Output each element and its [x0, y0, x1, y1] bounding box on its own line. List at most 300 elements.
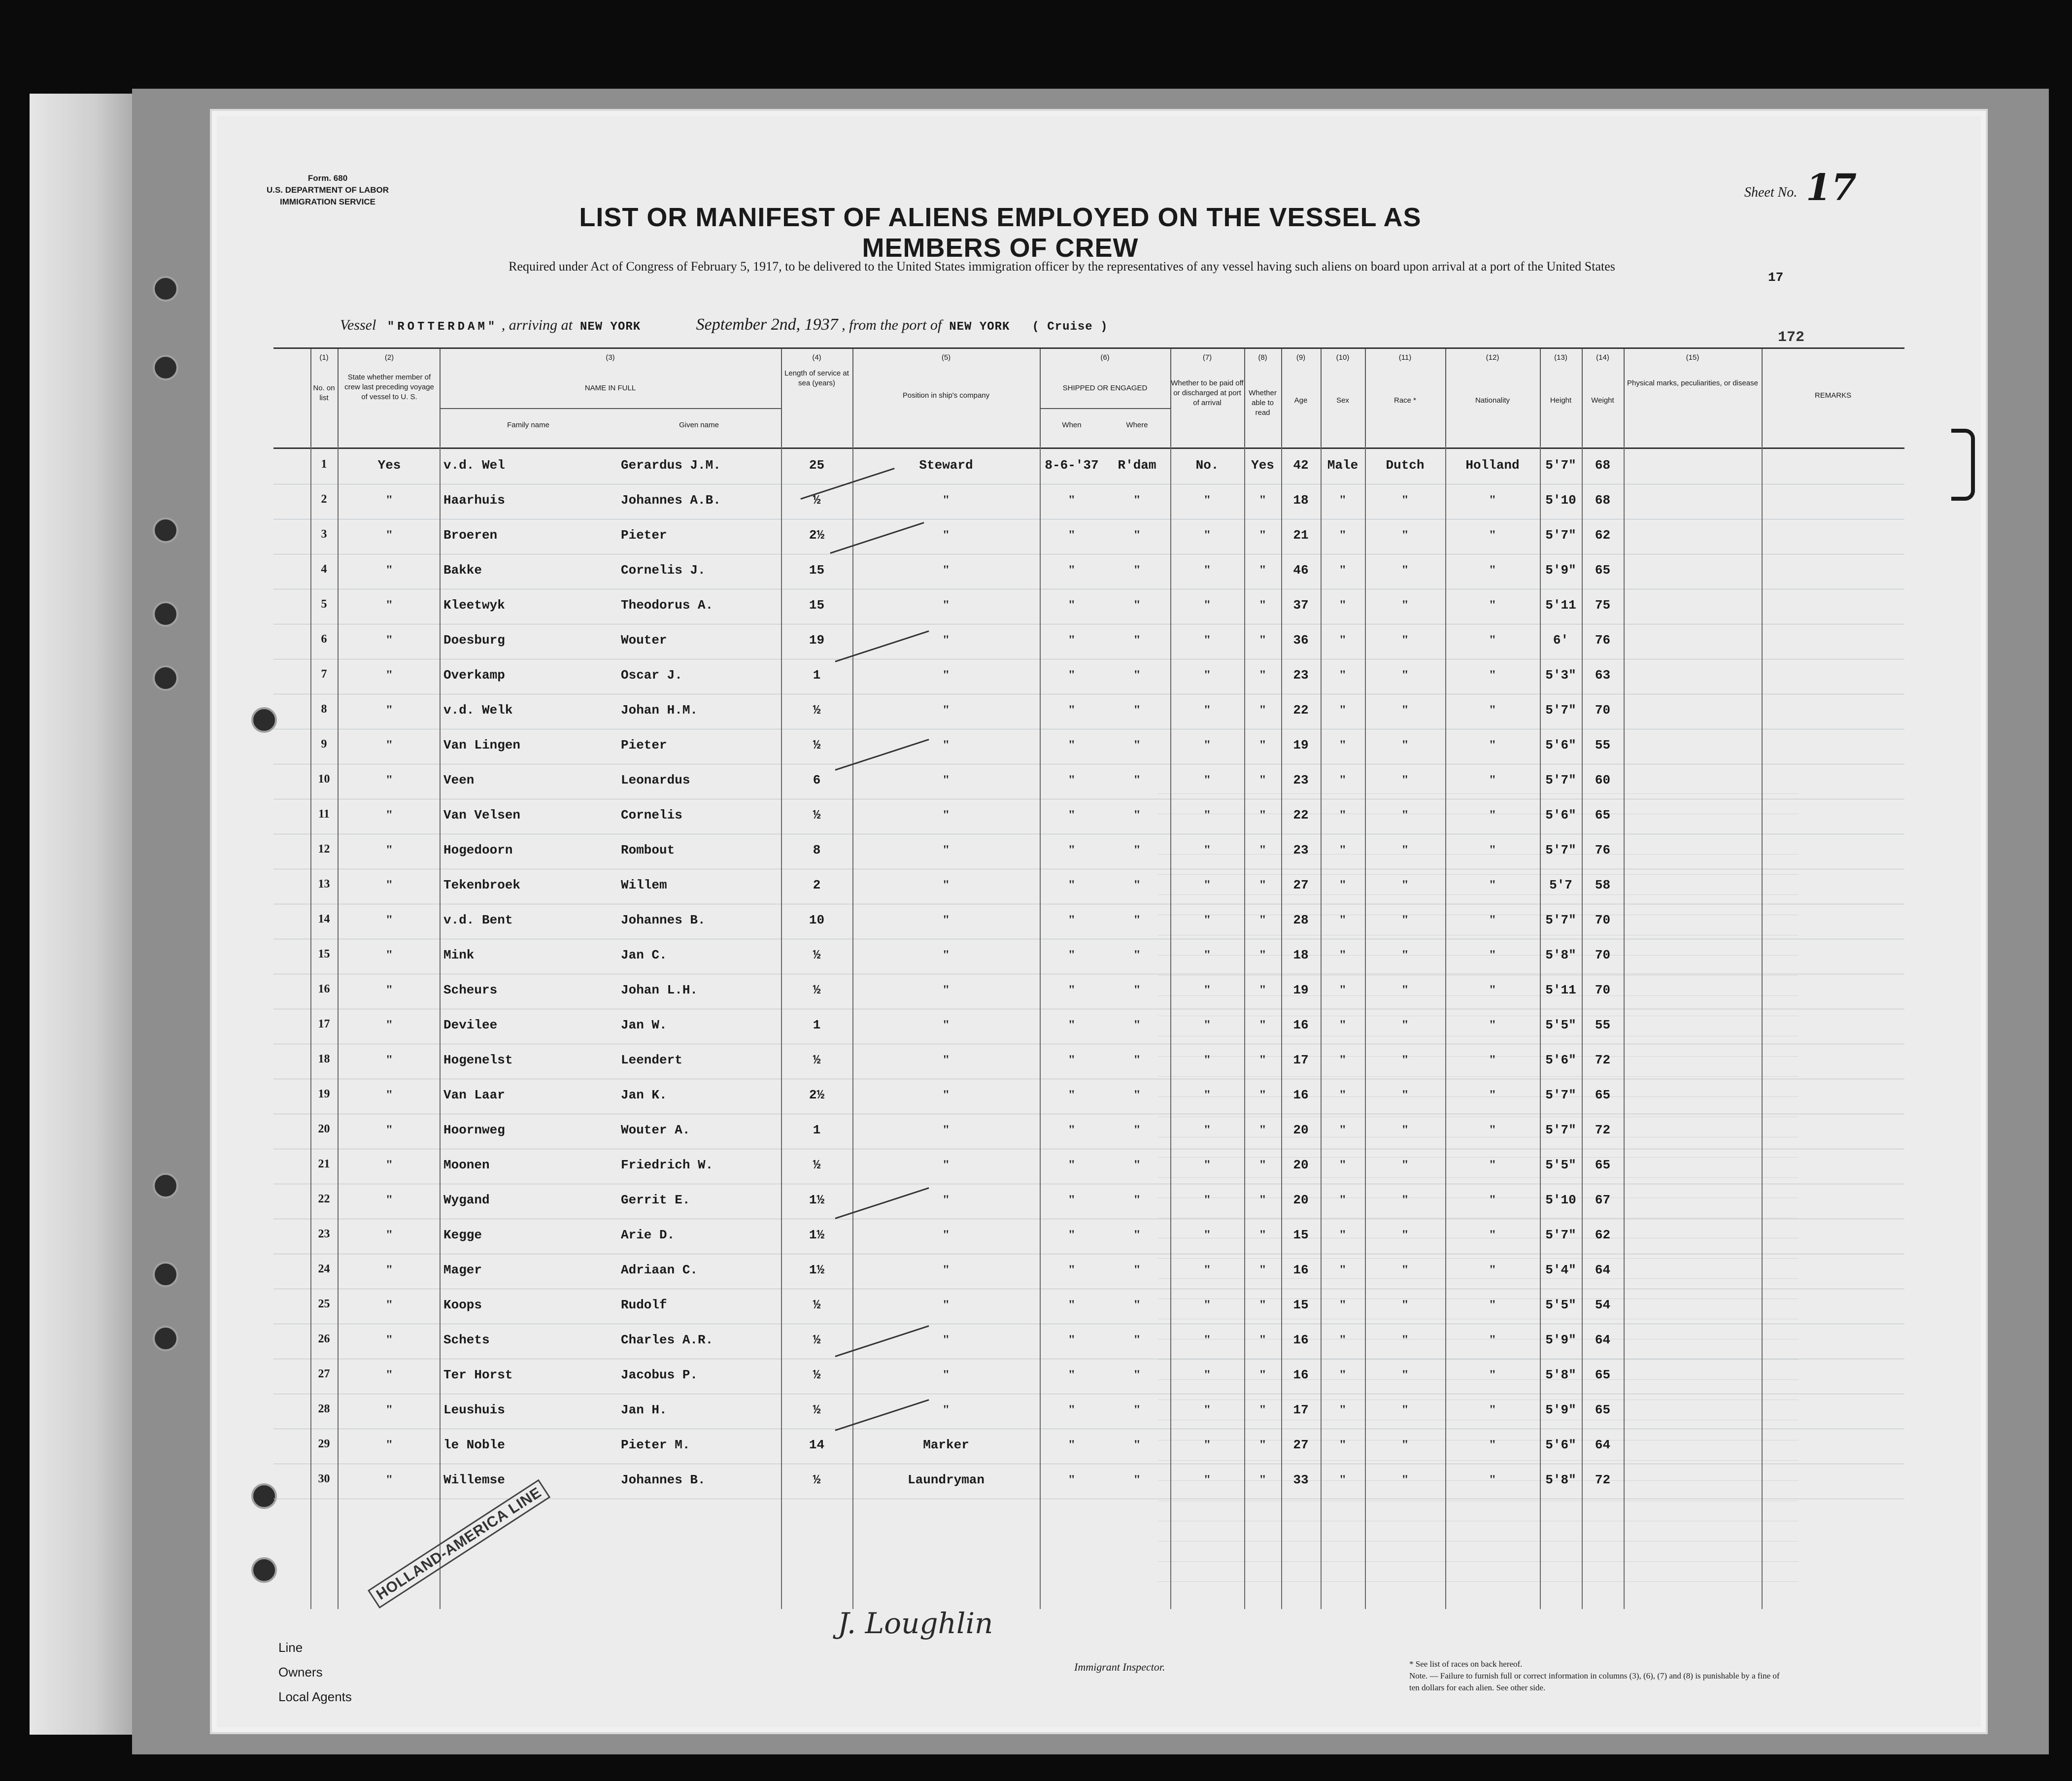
age-cell: 18 [1293, 948, 1309, 962]
paid-off-cell: " [1203, 1193, 1211, 1207]
age-cell: 33 [1293, 1473, 1309, 1487]
height-cell: 5'7" [1545, 458, 1576, 473]
age-cell: 23 [1293, 668, 1309, 683]
table-row [273, 589, 1904, 624]
position-cell: " [942, 1333, 950, 1347]
given-name-cell: Pieter [621, 738, 667, 753]
weight-cell: 55 [1595, 1018, 1611, 1032]
footer-notes [1409, 1658, 1784, 1694]
length-service-cell: ½ [813, 493, 821, 508]
race-cell: " [1401, 1018, 1409, 1032]
shipped-where-cell: " [1133, 598, 1141, 612]
able-to-read-cell: " [1259, 808, 1266, 822]
position-cell: " [942, 1403, 950, 1417]
paid-off-cell: " [1203, 1088, 1211, 1102]
col-num-3: (3) [606, 353, 615, 362]
shipped-where-cell: " [1133, 493, 1141, 507]
height-cell: 5'7" [1545, 913, 1576, 927]
shipped-when-cell: " [1068, 913, 1076, 927]
previous-voyage-cell: " [385, 913, 393, 927]
shipped-where-cell: " [1133, 738, 1141, 752]
age-cell: 46 [1293, 563, 1309, 578]
family-name-cell: Van Velsen [443, 808, 521, 822]
given-name-cell: Gerrit E. [621, 1193, 690, 1207]
row-number-cell: 18 [318, 1053, 330, 1065]
race-cell: " [1401, 1438, 1409, 1452]
previous-voyage-cell: " [385, 563, 393, 577]
age-cell: 16 [1293, 1088, 1309, 1102]
length-service-cell: ½ [813, 1298, 821, 1312]
row-number-cell: 12 [318, 843, 330, 856]
table-row [273, 1184, 1904, 1219]
position-cell: " [942, 773, 950, 787]
header-able-read: Whether able to read [1249, 389, 1277, 417]
nationality-cell: " [1489, 1228, 1496, 1242]
given-name-cell: Rudolf [621, 1298, 667, 1312]
race-cell: " [1401, 563, 1409, 577]
height-cell: 5'6" [1545, 1053, 1576, 1067]
table-row [273, 1009, 1904, 1044]
age-cell: 20 [1293, 1158, 1309, 1172]
inspector-label: Immigrant Inspector. [1074, 1661, 1165, 1673]
given-name-cell: Wouter [621, 633, 667, 648]
race-cell: " [1401, 1298, 1409, 1312]
previous-voyage-cell: " [385, 493, 393, 507]
shipped-where-cell: " [1133, 1403, 1141, 1417]
sex-cell: " [1339, 913, 1347, 927]
shipped-when-cell: 8-6-'37 [1045, 458, 1099, 473]
table-row [273, 554, 1904, 589]
weight-cell: 55 [1595, 738, 1611, 753]
family-name-cell: Hoornweg [443, 1123, 505, 1137]
sex-cell: " [1339, 1088, 1347, 1102]
previous-voyage-cell: " [385, 598, 393, 612]
height-cell: 5'5" [1545, 1298, 1576, 1312]
given-name-cell: Gerardus J.M. [621, 458, 721, 473]
paid-off-cell: " [1203, 1123, 1211, 1137]
row-number-cell: 21 [318, 1158, 330, 1170]
family-name-cell: Veen [443, 773, 475, 788]
height-cell: 6' [1553, 633, 1569, 648]
position-cell: " [942, 1123, 950, 1137]
shipped-when-cell: " [1068, 843, 1076, 857]
shipped-where-cell: " [1133, 808, 1141, 822]
weight-cell: 68 [1595, 458, 1611, 473]
col-num-2: (2) [384, 353, 394, 362]
paid-off-cell: " [1203, 1228, 1211, 1242]
height-cell: 5'6" [1545, 738, 1576, 753]
given-name-cell: Johannes B. [621, 913, 706, 927]
arrival-date: September 2nd, 1937 [696, 315, 838, 334]
shipped-where-cell: " [1133, 1088, 1141, 1102]
row-number-cell: 29 [318, 1438, 330, 1450]
row-number-cell: 27 [318, 1368, 330, 1380]
paid-off-cell: " [1203, 493, 1211, 507]
row-number-cell: 14 [318, 913, 330, 925]
col-num-6: (6) [1100, 353, 1110, 362]
race-cell: " [1401, 598, 1409, 612]
weight-cell: 65 [1595, 1368, 1611, 1382]
row-number-cell: 25 [318, 1298, 330, 1310]
header-position: Position in ship's company [902, 391, 990, 400]
shipped-when-cell: " [1068, 1403, 1076, 1417]
length-service-cell: 2½ [809, 1088, 825, 1102]
nationality-cell: " [1489, 1123, 1496, 1137]
nationality-cell: " [1489, 843, 1496, 857]
able-to-read-cell: " [1259, 913, 1266, 927]
shipped-where-cell: " [1133, 1193, 1141, 1207]
shipped-where-cell: " [1133, 528, 1141, 542]
previous-voyage-cell: " [385, 948, 393, 962]
family-name-cell: le Noble [443, 1438, 505, 1452]
age-cell: 28 [1293, 913, 1309, 927]
position-cell: " [942, 1018, 950, 1032]
nationality-cell: " [1489, 773, 1496, 787]
shipped-when-cell: " [1068, 1053, 1076, 1067]
sex-cell: " [1339, 1158, 1347, 1172]
col-num-5: (5) [941, 353, 951, 362]
shipped-when-cell: " [1068, 1193, 1076, 1207]
shipped-where-cell: " [1133, 1438, 1141, 1452]
height-cell: 5'7 [1549, 878, 1572, 892]
previous-voyage-cell: " [385, 633, 393, 647]
given-name-cell: Johannes A.B. [621, 493, 721, 508]
family-name-cell: Bakke [443, 563, 482, 578]
shipped-where-cell: " [1133, 668, 1141, 682]
previous-voyage-cell: " [385, 1473, 393, 1487]
sex-cell: " [1339, 1403, 1347, 1417]
table-row [273, 519, 1904, 554]
weight-cell: 70 [1595, 703, 1611, 718]
shipped-when-cell: " [1068, 948, 1076, 962]
table-row [273, 484, 1904, 519]
given-name-cell: Johannes B. [621, 1473, 706, 1487]
previous-voyage-cell: " [385, 1088, 393, 1102]
length-service-cell: ½ [813, 808, 821, 822]
age-cell: 21 [1293, 528, 1309, 543]
weight-cell: 67 [1595, 1193, 1611, 1207]
paid-off-cell: " [1203, 1368, 1211, 1382]
position-cell: " [942, 1368, 950, 1382]
col-num-10: (10) [1336, 353, 1350, 362]
paid-off-cell: " [1203, 948, 1211, 962]
able-to-read-cell: " [1259, 633, 1266, 647]
nationality-cell: Holland [1465, 458, 1520, 473]
position-cell: " [942, 1193, 950, 1207]
position-cell: " [942, 528, 950, 542]
header-where: Where [1126, 421, 1148, 429]
age-cell: 20 [1293, 1193, 1309, 1207]
position-cell: " [942, 1298, 950, 1312]
able-to-read-cell: " [1259, 1263, 1266, 1277]
bracket-mark [1951, 429, 1975, 501]
race-cell: " [1401, 1123, 1409, 1137]
sex-cell: " [1339, 668, 1347, 682]
form-number: Form. 680 [307, 173, 348, 183]
able-to-read-cell: " [1259, 493, 1266, 507]
length-service-cell: 15 [809, 563, 825, 578]
able-to-read-cell: " [1259, 1193, 1266, 1207]
position-cell: " [942, 738, 950, 752]
weight-cell: 70 [1595, 948, 1611, 962]
height-cell: 5'7" [1545, 773, 1576, 788]
age-cell: 15 [1293, 1228, 1309, 1242]
table-row [273, 1149, 1904, 1184]
given-name-cell: Theodorus A. [621, 598, 713, 613]
race-cell: " [1401, 1403, 1409, 1417]
row-number-cell: 1 [321, 458, 327, 471]
given-name-cell: Leonardus [621, 773, 690, 788]
height-cell: 5'10 [1545, 493, 1576, 508]
weight-cell: 72 [1595, 1123, 1611, 1137]
sex-cell: " [1339, 598, 1347, 612]
race-cell: " [1401, 1473, 1409, 1487]
able-to-read-cell: " [1259, 1438, 1266, 1452]
requirement-text: Required under Act of Congress of February 5, 1917, to be delivered to the United States immigration officer by the representatives of any vessel having such aliens on board upon arrival at a port of the United States [509, 259, 1615, 274]
age-cell: 16 [1293, 1368, 1309, 1382]
punch-hole-icon [153, 601, 178, 627]
table-row [273, 729, 1904, 764]
nationality-cell: " [1489, 738, 1496, 752]
height-cell: 5'9" [1545, 1333, 1576, 1347]
race-cell: " [1401, 1193, 1409, 1207]
able-to-read-cell: " [1259, 598, 1266, 612]
family-name-cell: Mink [443, 948, 475, 962]
shipped-when-cell: " [1068, 1228, 1076, 1242]
header-physical: Physical marks, peculiarities, or disease [1627, 379, 1758, 387]
given-name-cell: Arie D. [621, 1228, 675, 1242]
length-service-cell: ½ [813, 948, 821, 962]
race-cell: " [1401, 808, 1409, 822]
sex-cell: " [1339, 1228, 1347, 1242]
race-cell: " [1401, 738, 1409, 752]
punch-hole-icon [153, 1326, 178, 1351]
previous-voyage-cell: " [385, 703, 393, 717]
punch-hole-icon [251, 1557, 277, 1583]
col-num-11: (11) [1398, 353, 1412, 362]
table-row [273, 1079, 1904, 1114]
age-cell: 23 [1293, 773, 1309, 788]
previous-voyage-cell: " [385, 738, 393, 752]
nationality-cell: " [1489, 913, 1496, 927]
family-name-cell: v.d. Bent [443, 913, 513, 927]
able-to-read-cell: " [1259, 1403, 1266, 1417]
sex-cell: " [1339, 1298, 1347, 1312]
able-to-read-cell: " [1259, 843, 1266, 857]
position-cell: " [942, 983, 950, 997]
punch-hole-icon [153, 276, 178, 302]
length-service-cell: 2 [813, 878, 821, 892]
race-cell: Dutch [1386, 458, 1425, 473]
previous-voyage-cell: " [385, 1368, 393, 1382]
penalty-note: Note. — Failure to furnish full or correct information in columns (3), (6), (7) and (8) is punishable by a fine of ten dollars for each alien. See other side. [1409, 1671, 1780, 1692]
family-name-cell: Doesburg [443, 633, 505, 648]
able-to-read-cell: " [1259, 1018, 1266, 1032]
local-agents-label: Local Agents [278, 1689, 352, 1704]
table-row [273, 904, 1904, 939]
length-service-cell: 1½ [809, 1193, 825, 1207]
height-cell: 5'9" [1545, 563, 1576, 578]
sex-cell: " [1339, 1333, 1347, 1347]
table-row [273, 1394, 1904, 1429]
position-cell: " [942, 1228, 950, 1242]
shipped-when-cell: " [1068, 668, 1076, 682]
weight-cell: 64 [1595, 1263, 1611, 1277]
position-cell: " [942, 563, 950, 577]
height-cell: 5'6" [1545, 1438, 1576, 1452]
able-to-read-cell: " [1259, 1158, 1266, 1172]
table-row [273, 449, 1904, 484]
inspector-signature: J. Loughlin [838, 1607, 993, 1640]
family-name-cell: Kleetwyk [443, 598, 505, 613]
length-service-cell: ½ [813, 738, 821, 753]
position-cell: Laundryman [907, 1473, 985, 1487]
able-to-read-cell: " [1259, 1298, 1266, 1312]
weight-cell: 65 [1595, 808, 1611, 822]
punch-hole-icon [153, 517, 178, 543]
able-to-read-cell: " [1259, 1228, 1266, 1242]
shipped-when-cell: " [1068, 598, 1076, 612]
able-to-read-cell: " [1259, 563, 1266, 577]
vessel-line [340, 315, 1108, 334]
nationality-cell: " [1489, 493, 1496, 507]
race-cell: " [1401, 1368, 1409, 1382]
row-number-cell: 10 [318, 773, 330, 786]
weight-cell: 54 [1595, 1298, 1611, 1312]
crew-manifest-table [273, 347, 1904, 1508]
shipped-when-cell: " [1068, 1298, 1076, 1312]
family-name-cell: Hogenelst [443, 1053, 513, 1067]
nationality-cell: " [1489, 1018, 1496, 1032]
sex-cell: " [1339, 1263, 1347, 1277]
age-cell: 42 [1293, 458, 1309, 473]
weight-cell: 58 [1595, 878, 1611, 892]
shipped-when-cell: " [1068, 1333, 1076, 1347]
position-cell: " [942, 668, 950, 682]
col-num-15: (15) [1686, 353, 1699, 362]
sex-cell: " [1339, 633, 1347, 647]
weight-cell: 65 [1595, 563, 1611, 578]
header-age: Age [1294, 396, 1308, 405]
able-to-read-cell: " [1259, 1368, 1266, 1382]
nationality-cell: " [1489, 528, 1496, 542]
shipped-when-cell: " [1068, 703, 1076, 717]
height-cell: 5'7" [1545, 843, 1576, 857]
col-num-1: (1) [319, 353, 329, 362]
header-given-name: Given name [679, 421, 719, 429]
shipped-where-cell: " [1133, 1368, 1141, 1382]
family-name-cell: Hogedoorn [443, 843, 513, 857]
paid-off-cell: " [1203, 983, 1211, 997]
table-row [273, 659, 1904, 694]
previous-voyage-cell: Yes [377, 458, 401, 473]
length-service-cell: 25 [809, 458, 825, 473]
weight-cell: 75 [1595, 598, 1611, 613]
length-service-cell: 1½ [809, 1228, 825, 1242]
shipped-where-cell: " [1133, 1123, 1141, 1137]
row-number-cell: 15 [318, 948, 330, 960]
table-row [273, 974, 1904, 1009]
given-name-cell: Friedrich W. [621, 1158, 713, 1172]
nationality-cell: " [1489, 1438, 1496, 1452]
shipped-when-cell: " [1068, 563, 1076, 577]
nationality-cell: " [1489, 1473, 1496, 1487]
length-service-cell: 1 [813, 1123, 821, 1137]
age-cell: 27 [1293, 878, 1309, 892]
position-cell: " [942, 878, 950, 892]
weight-cell: 72 [1595, 1473, 1611, 1487]
able-to-read-cell: " [1259, 983, 1266, 997]
nationality-cell: " [1489, 598, 1496, 612]
company-stamp: HOLLAND-AMERICA LINE [368, 1479, 550, 1609]
col-num-12: (12) [1486, 353, 1499, 362]
race-cell: " [1401, 983, 1409, 997]
family-name-cell: v.d. Wel [443, 458, 505, 473]
paid-off-cell: " [1203, 1403, 1211, 1417]
previous-voyage-cell: " [385, 1123, 393, 1137]
weight-cell: 70 [1595, 913, 1611, 927]
paid-off-cell: " [1203, 633, 1211, 647]
race-cell: " [1401, 1158, 1409, 1172]
length-service-cell: ½ [813, 983, 821, 997]
col-num-4: (4) [812, 353, 821, 362]
paid-off-cell: " [1203, 1018, 1211, 1032]
family-name-cell: Mager [443, 1263, 482, 1277]
shipped-where-cell: " [1133, 1473, 1141, 1487]
table-body [273, 449, 1904, 1508]
race-cell: " [1401, 1053, 1409, 1067]
nationality-cell: " [1489, 1263, 1496, 1277]
age-cell: 17 [1293, 1403, 1309, 1417]
age-cell: 23 [1293, 843, 1309, 857]
header-weight: Weight [1591, 396, 1614, 405]
weight-cell: 76 [1595, 843, 1611, 857]
table-row [273, 1044, 1904, 1079]
position-cell: " [942, 1088, 950, 1102]
race-cell: " [1401, 1263, 1409, 1277]
col-num-9: (9) [1296, 353, 1306, 362]
previous-voyage-cell: " [385, 1018, 393, 1032]
header-shipped: SHIPPED OR ENGAGED [1062, 384, 1148, 392]
row-number-cell: 5 [321, 598, 327, 611]
height-cell: 5'7" [1545, 1123, 1576, 1137]
sex-cell: " [1339, 808, 1347, 822]
row-number-cell: 2 [321, 493, 327, 506]
length-service-cell: ½ [813, 1333, 821, 1347]
age-cell: 16 [1293, 1263, 1309, 1277]
family-name-cell: Moonen [443, 1158, 490, 1172]
height-cell: 5'10 [1545, 1193, 1576, 1207]
race-cell: " [1401, 528, 1409, 542]
family-name-cell: v.d. Welk [443, 703, 513, 718]
sheet-number: 17 [1806, 167, 1857, 209]
length-service-cell: 19 [809, 633, 825, 648]
row-number-cell: 9 [321, 738, 327, 751]
given-name-cell: Oscar J. [621, 668, 682, 683]
given-name-cell: Willem [621, 878, 667, 892]
height-cell: 5'3" [1545, 668, 1576, 683]
position-cell: " [942, 598, 950, 612]
table-row [273, 1324, 1904, 1359]
sex-cell: " [1339, 493, 1347, 507]
height-cell: 5'11 [1545, 598, 1576, 613]
shipped-where-cell: " [1133, 563, 1141, 577]
weight-cell: 64 [1595, 1333, 1611, 1347]
header-when: When [1062, 421, 1082, 429]
nationality-cell: " [1489, 1053, 1496, 1067]
paid-off-cell: " [1203, 1158, 1211, 1172]
given-name-cell: Wouter A. [621, 1123, 690, 1137]
